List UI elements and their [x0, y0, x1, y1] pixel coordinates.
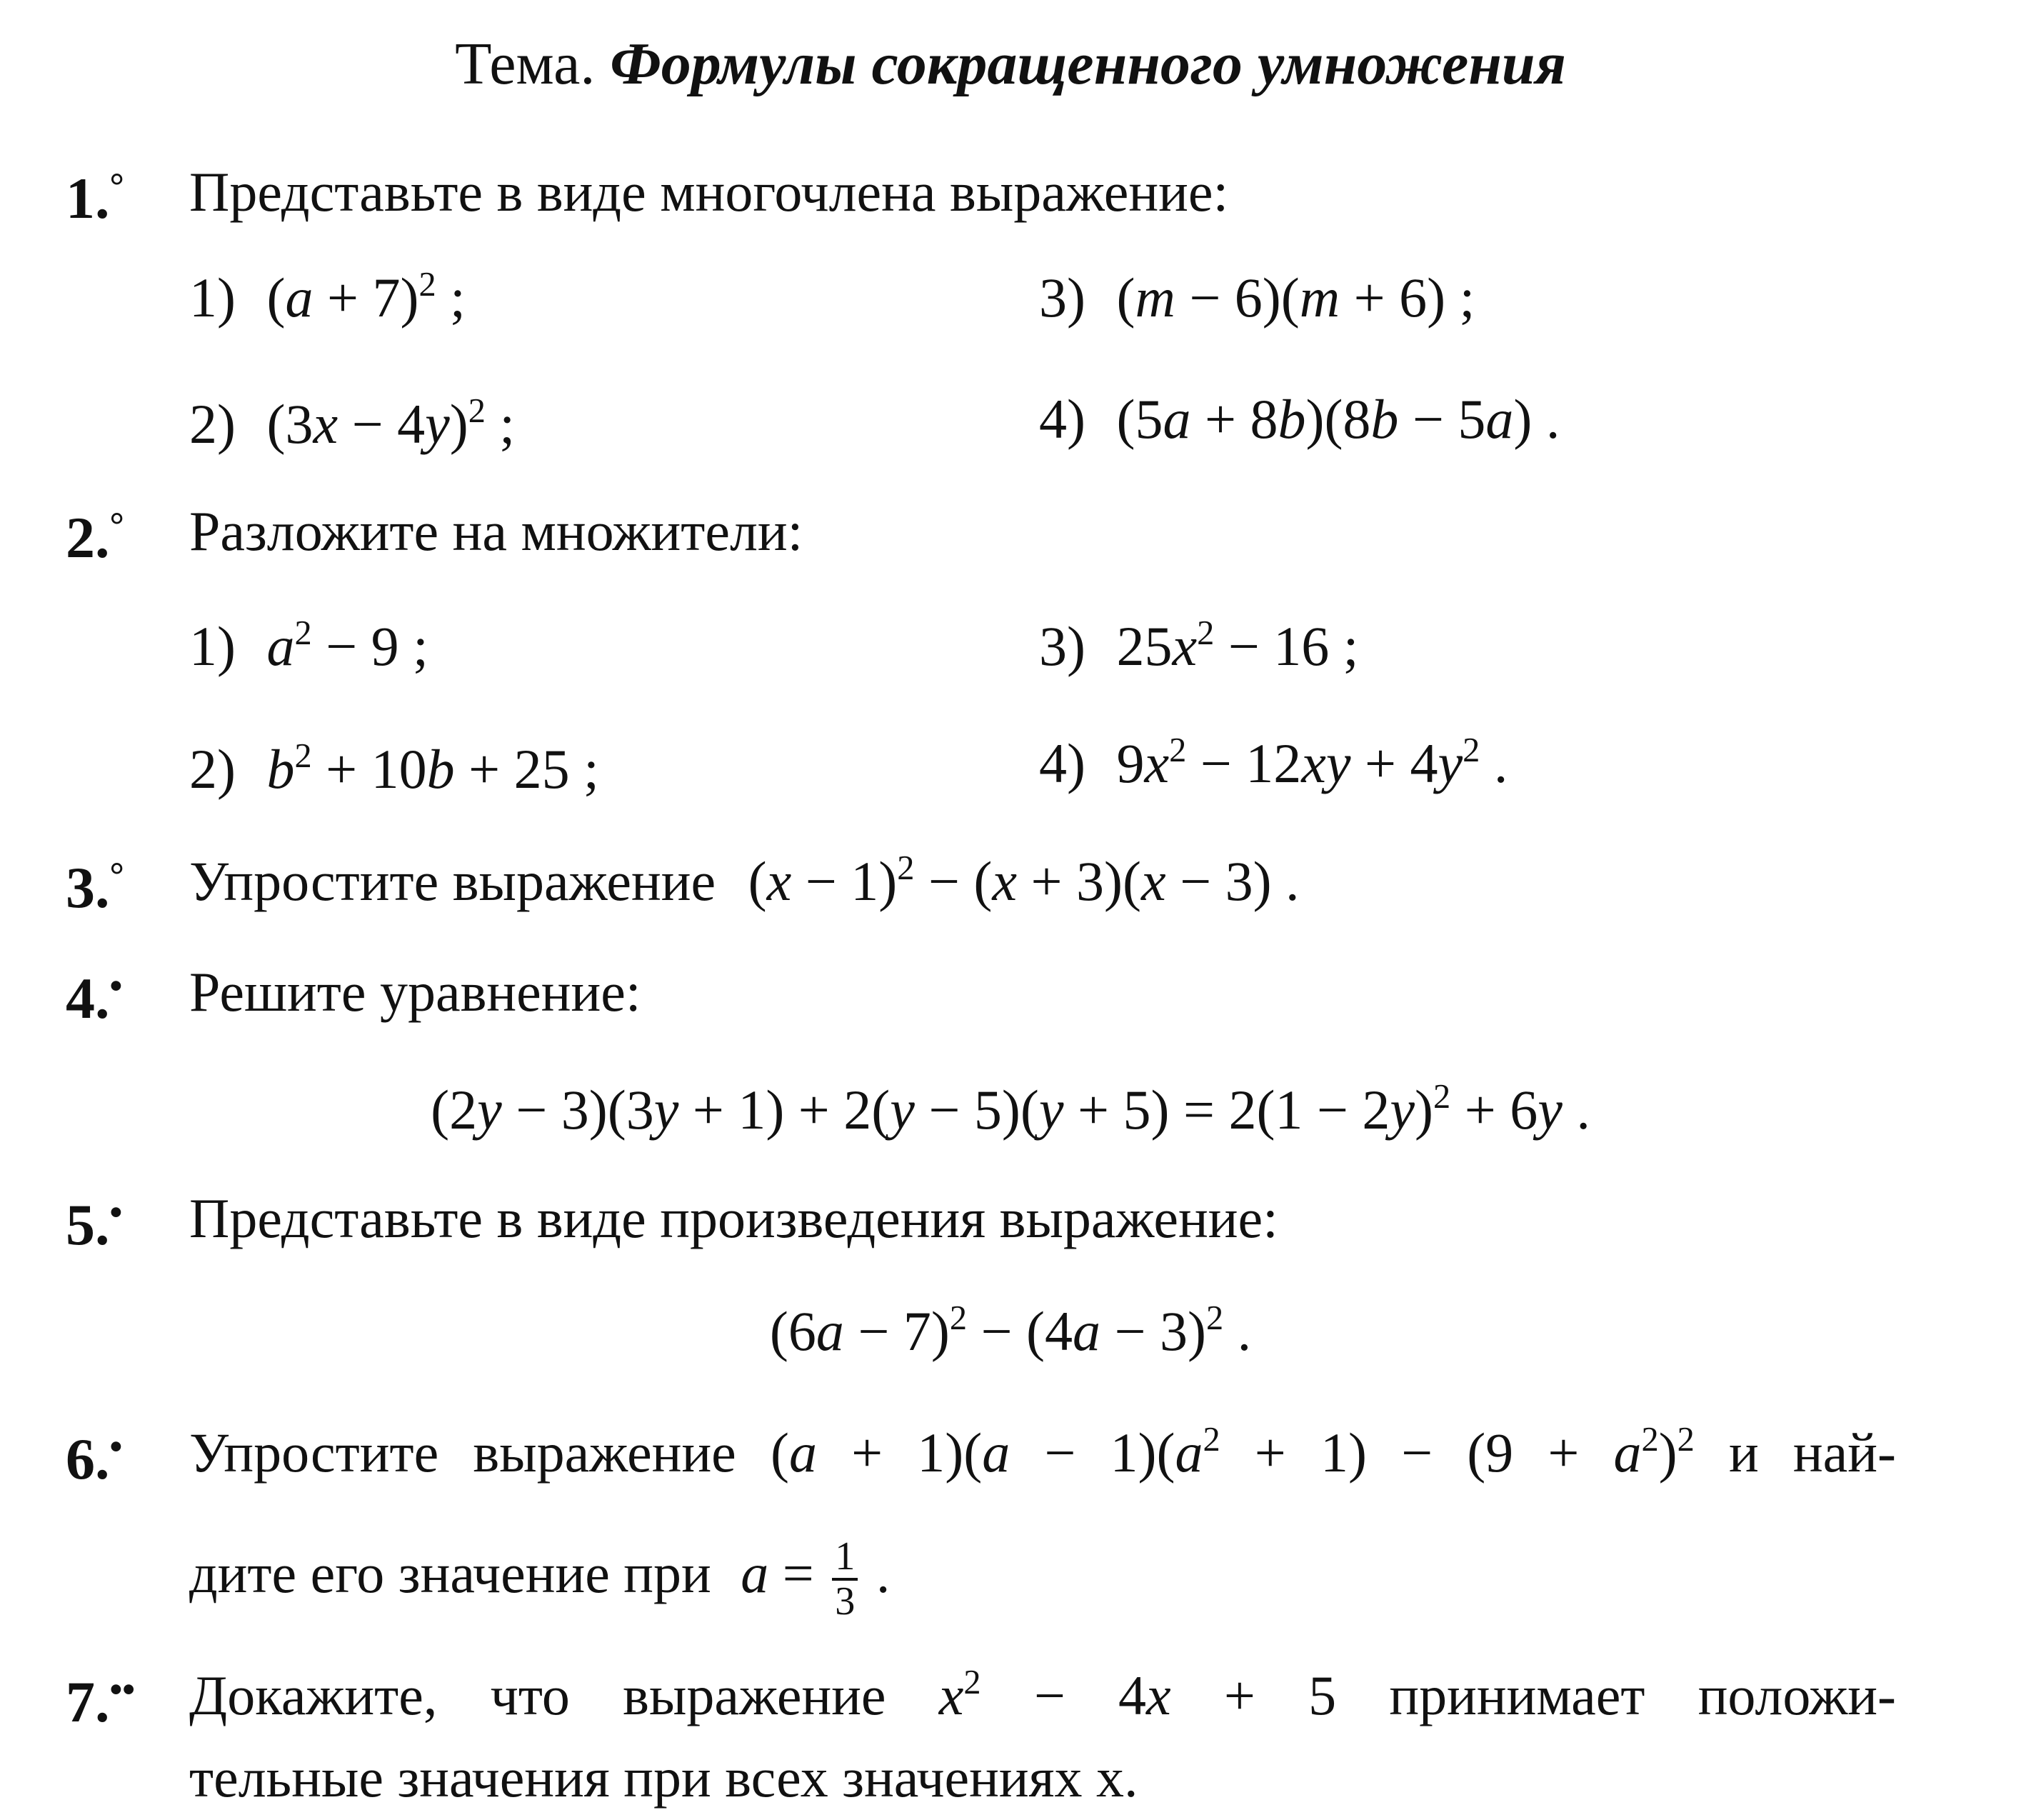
- task-7-text-after: принимает положи-: [1389, 1664, 1896, 1726]
- task-number: 7.••: [66, 1669, 136, 1734]
- task-4-text: Решите уравнение:: [189, 961, 641, 1023]
- page-title: [0, 31, 2021, 97]
- task-1-item-1: 1) $(a + 7)^2$ ;: [189, 265, 466, 329]
- task-4-equation: $(2y - 3)(3y + 1) + 2(y - 5)(y + 5) = 2(1 - 2y)^2 + 6y$ .: [431, 1077, 1590, 1141]
- task-5-expression: $(6a - 7)^2 - (4a - 3)^2$ .: [769, 1299, 1252, 1362]
- task-7-text: Докажите, что выражение: [189, 1664, 886, 1726]
- task-7-line-2: тельные значения при всех значениях x.: [189, 1746, 1138, 1809]
- task-6-text: Упростите выражение: [189, 1421, 736, 1484]
- task-2-text: Разложите на множители:: [189, 500, 803, 562]
- task-6-expression: $(a + 1)(a - 1)(a^2 + 1) - (9 + a^2)^2$: [770, 1420, 1695, 1484]
- title-topic: Формулы сокращенного умножения: [610, 31, 1566, 97]
- task-number: 1.°: [66, 165, 124, 231]
- task-6-line-2: [189, 1536, 890, 1623]
- task-7-line-1: [189, 1663, 1896, 1726]
- task-1-item-4: 4) (5a + 8b)(8b − 5a) .: [1039, 388, 1560, 450]
- task-1-item-2: 2) $(3x - 4y)^2$ ;: [189, 391, 516, 455]
- task-number: 6.•: [66, 1426, 123, 1491]
- title-prefix: Тема.: [455, 31, 596, 97]
- task-5-text: Представьте в виде произведения выражение:: [189, 1187, 1278, 1249]
- task-3-line: [189, 849, 1300, 912]
- task-number: 5.•: [66, 1191, 123, 1257]
- task-2-item-4: 4) $9x^2 - 12xy + 4y^2$ .: [1039, 731, 1508, 794]
- task-6-text-after: и най-: [1729, 1421, 1896, 1484]
- task-3-text: Упростите выражение: [189, 850, 716, 912]
- task-number: 3.°: [66, 854, 124, 920]
- task-number: 4.•: [66, 965, 123, 1031]
- task-number: 2.°: [66, 504, 124, 570]
- task-2-item-2: 2) $b^2 + 10b + 25$ ;: [189, 736, 599, 800]
- task-1-item-3: 3) (m − 6)(m + 6) ;: [1039, 266, 1475, 329]
- task-6-line-2-text: дите его значение при: [189, 1541, 711, 1604]
- task-3-expression: $(x - 1)^2 - (x + 3)(x - 3)$ .: [748, 849, 1300, 912]
- task-2-item-1: 1) $a^2 - 9$ ;: [189, 614, 428, 677]
- task-6-line-1: [189, 1420, 1896, 1484]
- task-6-value: a = $\frac{1}{3}$ .: [741, 1534, 891, 1624]
- task-2-item-3: 3) $25x^2 - 16$ ;: [1039, 614, 1359, 677]
- task-7-expression: $x^2 - 4x + 5$: [938, 1663, 1337, 1726]
- task-1-text: Представьте в виде многочлена выражение:: [189, 161, 1229, 223]
